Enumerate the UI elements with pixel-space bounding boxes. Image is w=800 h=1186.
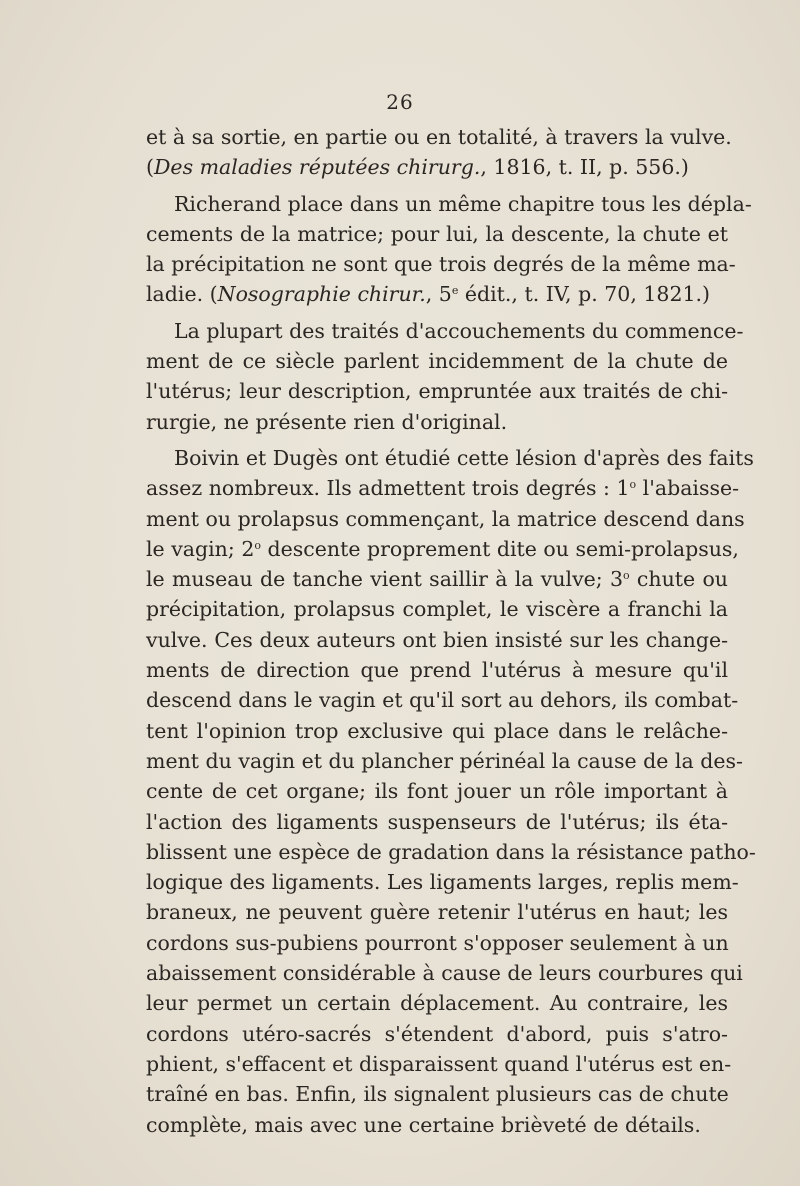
superscript: Boivin et Dugès ont étudié cette lésion d'après des faits xyxy=(174,445,754,470)
text-segment: ladie. ( xyxy=(146,282,218,307)
text-line xyxy=(146,376,728,406)
text-line xyxy=(146,716,728,746)
superscript: et à sa sortie, en partie ou en totalité, à travers la vulve. xyxy=(146,125,732,149)
superscript: ment du vagin et du plancher périnéal la cause de la des- xyxy=(146,748,743,773)
text-segment: le vagin; 2 xyxy=(146,536,255,561)
superscript: ment de ce siècle parlent incidemment de la chute de xyxy=(146,349,728,374)
text-line xyxy=(146,122,732,152)
text-line xyxy=(146,407,728,437)
text-line xyxy=(146,189,752,219)
superscript: braneux, ne peuvent guère retenir l'utérus en haut; les xyxy=(146,900,728,925)
text-line xyxy=(146,1019,728,1049)
text-line xyxy=(146,219,728,249)
superscript: Richerand place dans un même chapitre tous les dépla- xyxy=(174,191,752,216)
text-line xyxy=(146,346,728,376)
superscript: blissent une espèce de gradation dans la résistance patho- xyxy=(146,839,756,864)
superscript: vulve. Ces deux auteurs ont bien insisté sur les change- xyxy=(146,627,728,652)
superscript: o xyxy=(629,478,637,492)
superscript: La plupart des traités d'accouchements du commence- xyxy=(174,318,744,343)
superscript: la précipitation ne sont que trois degrés de la même ma- xyxy=(146,252,736,277)
superscript: cordons sus-pubiens pourront s'opposer seulement à un xyxy=(146,930,729,955)
italic-citation: Des maladies réputées chirurg. xyxy=(154,155,481,180)
text-line xyxy=(146,443,754,473)
superscript: précipitation, prolapsus complet, le viscère a franchi la xyxy=(146,597,728,622)
superscript: descend dans le vagin et qu'il sort au dehors, ils combat- xyxy=(146,688,739,713)
text-line xyxy=(146,867,739,897)
superscript: ments de direction que prend l'utérus à mesure qu'il xyxy=(146,658,728,683)
superscript: cements de la matrice; pour lui, la descente, la chute et xyxy=(146,221,728,246)
superscript: l'action des ligaments suspenseurs de l'utérus; ils éta- xyxy=(146,809,728,834)
text-line xyxy=(146,897,728,927)
text-line xyxy=(146,1079,728,1109)
text-line xyxy=(146,316,744,346)
text-line xyxy=(146,807,728,837)
text-line xyxy=(146,988,728,1018)
text-segment: chute ou xyxy=(629,567,728,592)
text-line xyxy=(146,837,756,867)
text-segment: l'abaisse- xyxy=(636,476,740,501)
paragraph xyxy=(146,316,744,437)
superscript: phient, s'effacent et disparaissent quand l'utérus est en- xyxy=(146,1051,732,1076)
text-line xyxy=(146,928,728,958)
superscript: ment ou prolapsus commençant, la matrice descend dans xyxy=(146,506,745,531)
superscript: o xyxy=(254,538,261,552)
superscript: tent l'opinion trop exclusive qui place dans le relâche- xyxy=(146,718,728,743)
italic-citation: Nosographie chirur. xyxy=(217,282,426,307)
superscript: e xyxy=(451,284,459,298)
text-line xyxy=(146,1110,728,1140)
text-line xyxy=(146,746,743,776)
superscript: rurgie, ne présente rien d'original. xyxy=(146,409,508,434)
superscript: logique des ligaments. Les ligaments larges, replis mem- xyxy=(146,870,739,895)
text-line xyxy=(146,655,728,685)
paragraph xyxy=(146,189,752,310)
text-segment: assez nombreux. Ils admettent trois degrés : 1 xyxy=(146,476,630,501)
text-line xyxy=(146,625,728,655)
superscript: abaissement considérable à cause de leurs courbures qui xyxy=(146,961,743,986)
superscript: cordons utéro-sacrés s'étendent d'abord, puis s'atro- xyxy=(146,1021,728,1046)
text-segment: , 1816, t. II, p. 556.) xyxy=(480,155,689,180)
body-text xyxy=(146,122,756,1140)
superscript: complète, mais avec une certaine brièveté de détails. xyxy=(146,1112,701,1137)
text-line xyxy=(146,473,740,503)
text-line xyxy=(146,594,728,624)
text-segment: descente proprement dite ou semi-prolapsus, xyxy=(260,536,739,561)
text-line xyxy=(146,958,743,988)
paragraph xyxy=(146,443,756,1140)
text-line xyxy=(146,152,728,182)
text-segment: , 5 xyxy=(425,282,452,307)
text-line xyxy=(146,564,728,594)
text-line xyxy=(146,534,739,564)
paragraph xyxy=(146,122,732,183)
text-line xyxy=(146,685,739,715)
page-number: 26 xyxy=(386,90,414,114)
superscript: o xyxy=(623,569,630,583)
text-line xyxy=(146,249,736,279)
superscript: traîné en bas. Enfin, ils signalent plusieurs cas de chute xyxy=(146,1082,729,1107)
text-segment: le museau de tanche vient saillir à la vulve; 3 xyxy=(146,567,624,592)
superscript: l'utérus; leur description, empruntée aux traités de chi- xyxy=(146,379,728,404)
text-segment: édit., t. IV, p. 70, 1821.) xyxy=(458,282,711,307)
superscript: leur permet un certain déplacement. Au contraire, les xyxy=(146,991,728,1016)
text-line xyxy=(146,776,728,806)
superscript: cente de cet organe; ils font jouer un rôle important à xyxy=(146,779,728,804)
text-line xyxy=(146,504,745,534)
text-segment: ( xyxy=(146,155,154,180)
text-line xyxy=(146,279,728,309)
text-line xyxy=(146,1049,732,1079)
